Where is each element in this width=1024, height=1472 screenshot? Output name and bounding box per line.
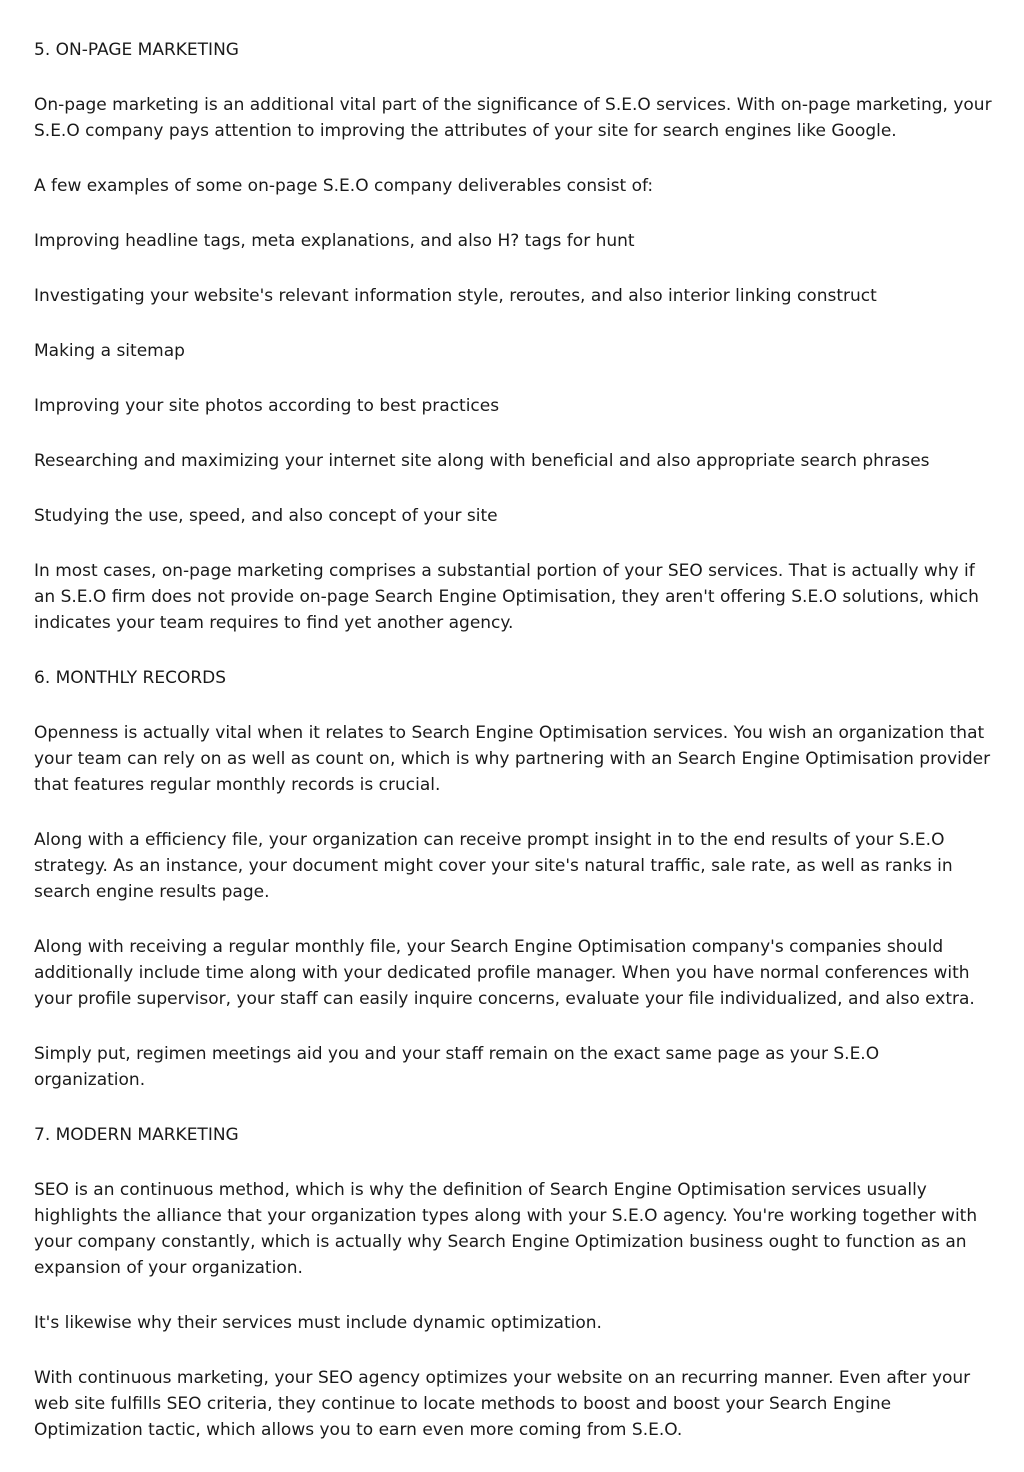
paragraph: A few examples of some on-page S.E.O company deliverables consist of: [34, 176, 654, 196]
paragraph: In most cases, on-page marketing comprises a substantial portion of your SEO services. That is actually why if an S.E.O firm does not provide on-page Search Engine Optimisation, they aren't offering S.E.O solutions, which indicates your team requires to find yet another agency. [34, 561, 979, 633]
list-item: Making a sitemap [34, 341, 185, 361]
paragraph: Along with receiving a regular monthly file, your Search Engine Optimisation company's companies should additionally include time along with your dedicated profile manager. When you have normal conferences with your profile supervisor, your staff can easily inquire concerns, evaluate your file individualized, and also extra. [34, 937, 975, 1009]
list-item: Studying the use, speed, and also concept of your site [34, 506, 498, 526]
list-item: Researching and maximizing your internet site along with beneficial and also appropriate search phrases [34, 451, 930, 471]
list-item: Improving headline tags, meta explanations, and also H? tags for hunt [34, 231, 635, 251]
list-item: Investigating your website's relevant information style, reroutes, and also interior linking construct [34, 286, 877, 306]
list-item: Improving your site photos according to best practices [34, 396, 500, 416]
paragraph: On-page marketing is an additional vital part of the significance of S.E.O services. With on-page marketing, your S.E.O company pays attention to improving the attributes of your site for search engines like Google. [34, 95, 992, 141]
section-heading-modern-marketing: 7. MODERN MARKETING [34, 1125, 239, 1145]
paragraph: With continuous marketing, your SEO agency optimizes your website on an recurring manner. Even after your web site fulfills SEO criteria, they continue to locate methods to boost and boost your Search Engine Optimization tactic, which allows you to earn even more coming from S.E.O. [34, 1368, 971, 1440]
paragraph: Openness is actually vital when it relates to Search Engine Optimisation services. You wish an organization that your team can rely on as well as count on, which is why partnering with an Search Engine Optimisation provider that features regular monthly records is crucial. [34, 723, 991, 795]
paragraph: SEO is an continuous method, which is why the definition of Search Engine Optimisation services usually highlights the alliance that your organization types along with your S.E.O agency. You're working together with your company constantly, which is actually why Search Engine Optimization business ought to function as an expansion of your organization. [34, 1180, 978, 1278]
document-page [34, 37, 994, 1472]
paragraph: It's likewise why their services must include dynamic optimization. [34, 1313, 602, 1333]
paragraph: Simply put, regimen meetings aid you and your staff remain on the exact same page as your S.E.O organization. [34, 1044, 880, 1090]
section-heading-monthly-records: 6. MONTHLY RECORDS [34, 668, 227, 688]
paragraph: Along with a efficiency file, your organization can receive prompt insight in to the end results of your S.E.O strategy. As an instance, your document might cover your site's natural traffic, sale rate, as well as ranks in search engine results page. [34, 830, 953, 902]
section-heading-on-page-marketing: 5. ON-PAGE MARKETING [34, 40, 239, 60]
